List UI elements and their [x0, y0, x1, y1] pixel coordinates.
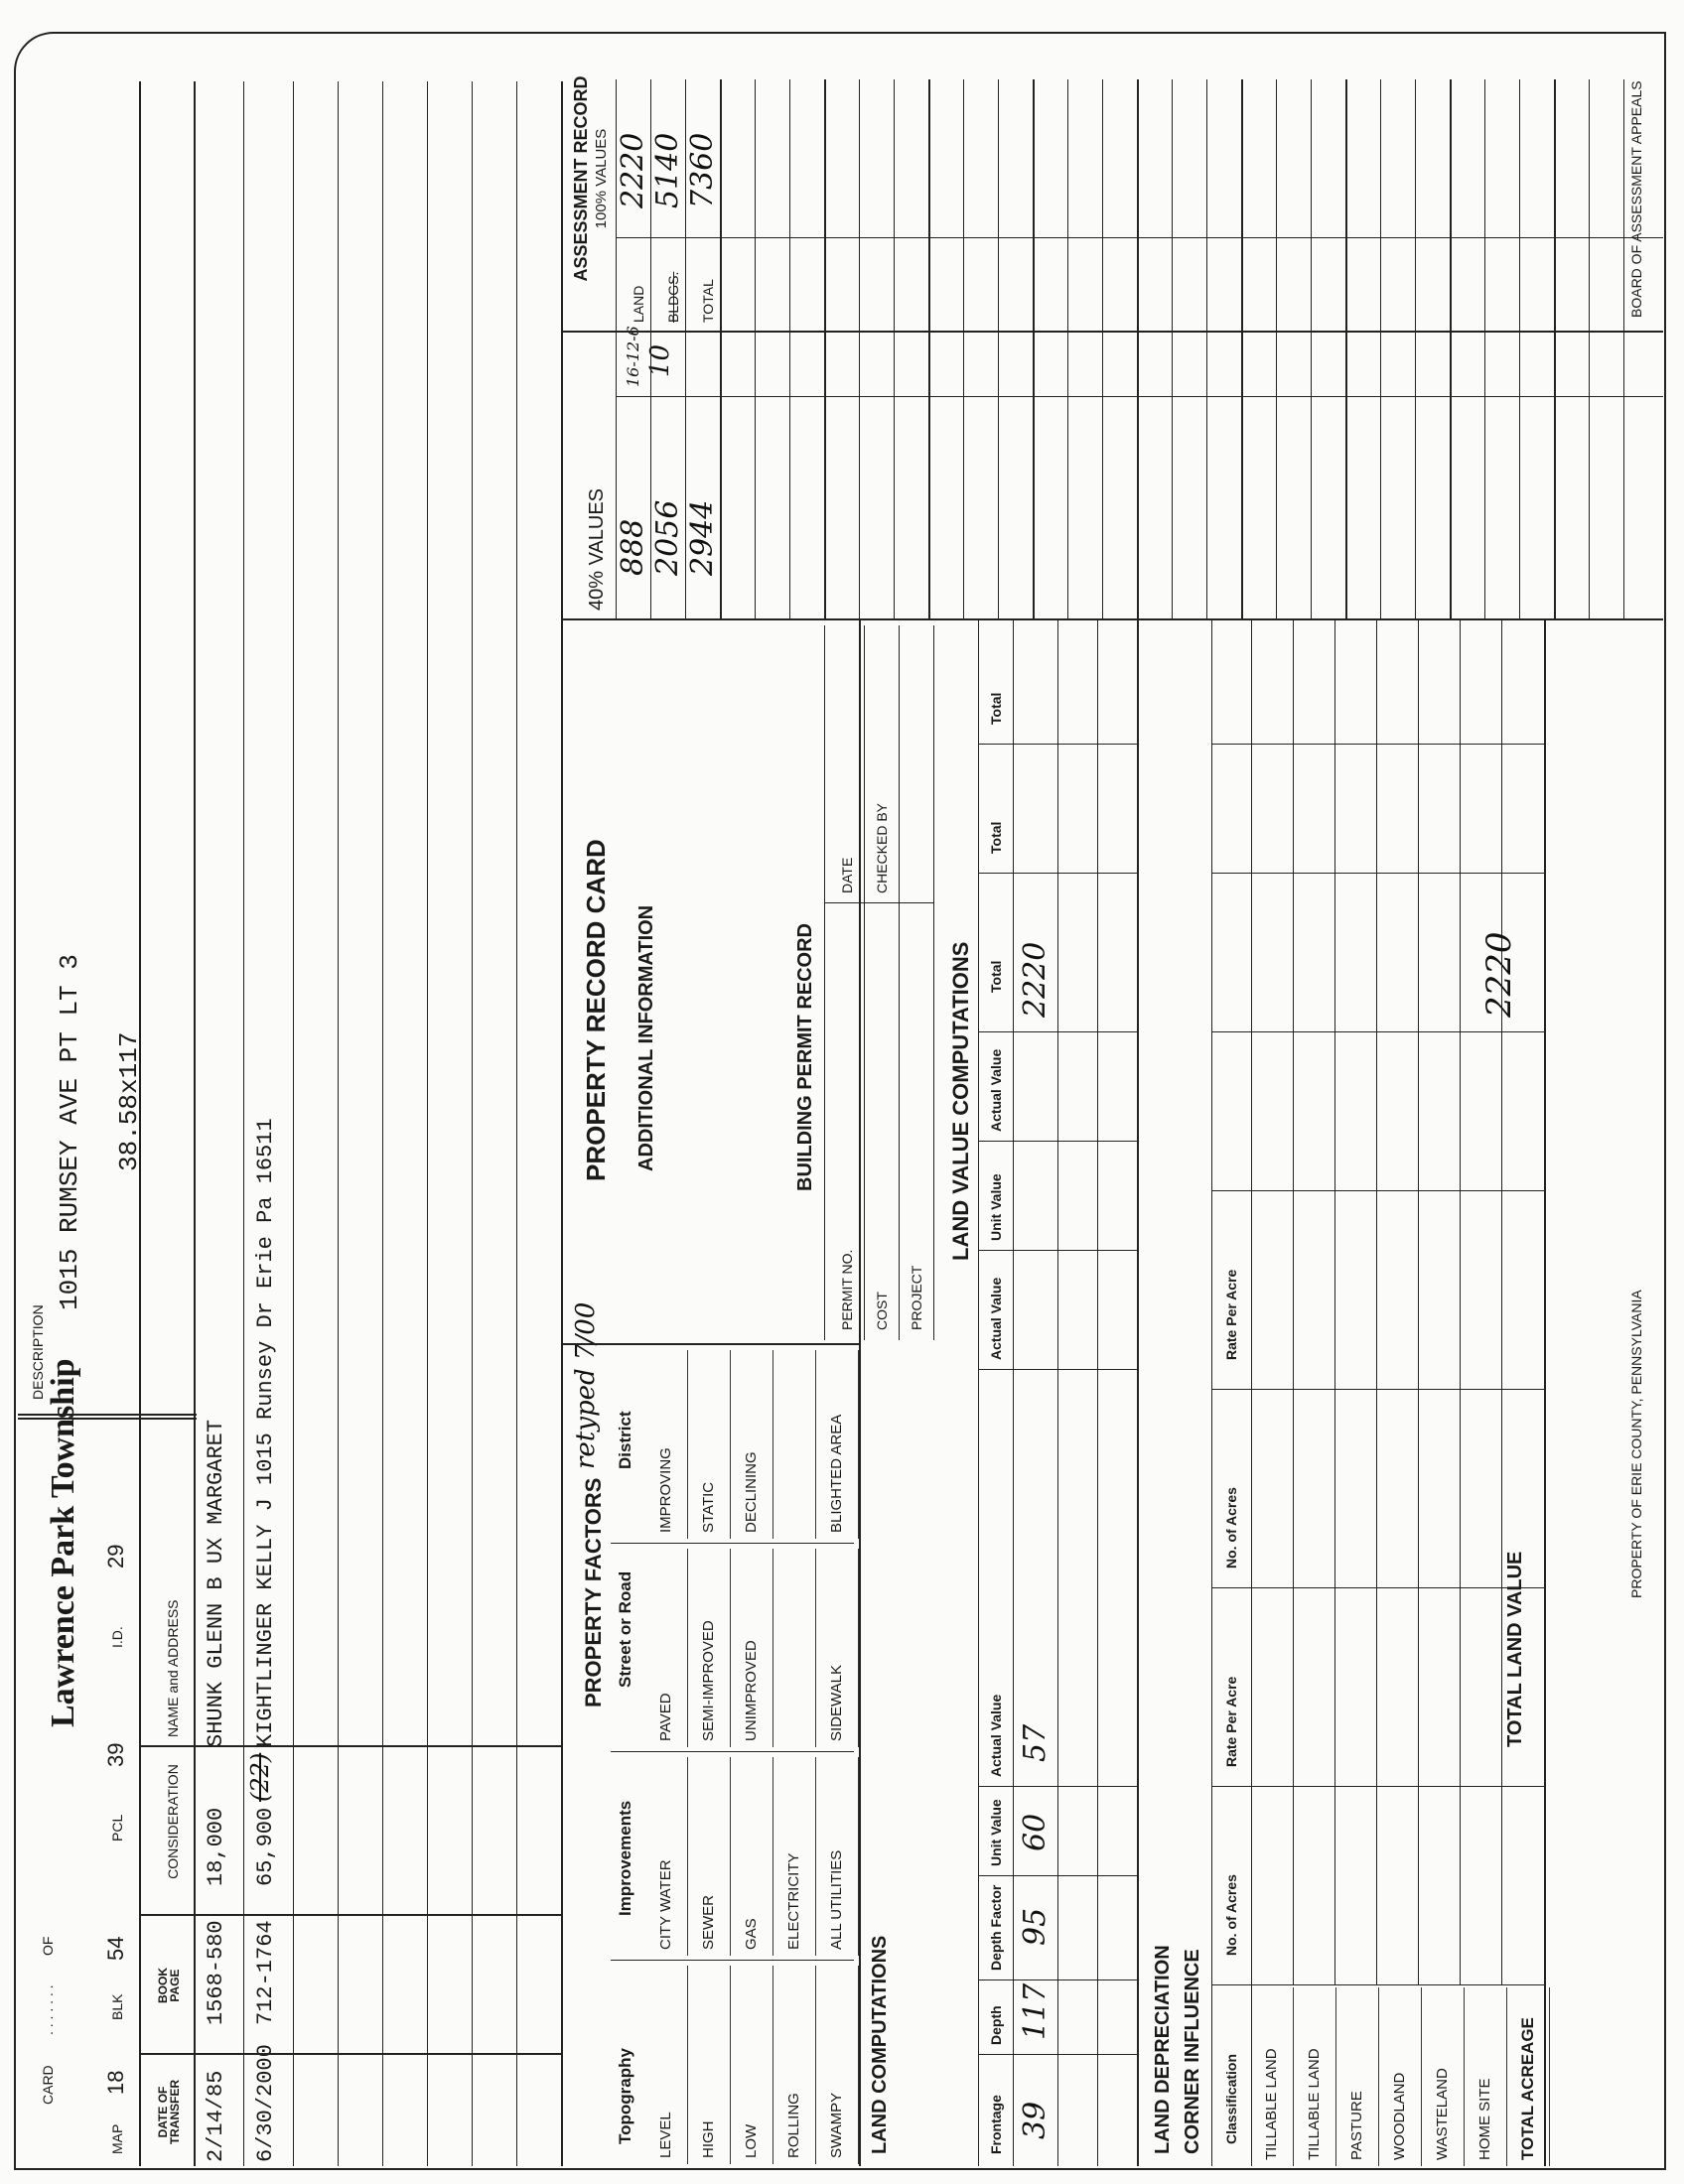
transfer-row-1-date: 2/14/85 [204, 2070, 228, 2162]
card-dots: . . . . . . . [40, 1984, 56, 2035]
actual-value-value: 57 [1018, 1723, 1052, 1762]
assessment-subtitle: 100% VALUES [593, 128, 610, 229]
additional-information-title: ADDITIONAL INFORMATION [635, 904, 657, 1171]
building-permit-title: BUILDING PERMIT RECORD [794, 923, 816, 1191]
assessment-total-value: 7360 [685, 132, 720, 208]
land-value-computations-title: LAND VALUE COMPUTATIONS [948, 941, 973, 1261]
topography-item: ROLLING [773, 1966, 816, 2164]
topography-item: SWAMPY [816, 1966, 859, 2164]
transfer-consideration-header: CONSIDERATION [165, 1764, 181, 1879]
forty-pct-bldgs: 2056 [650, 499, 685, 576]
land-depreciation-title: LAND DEPRECIATION [1152, 1945, 1174, 2154]
description-label: DESCRIPTION [30, 1304, 46, 1400]
total-header: Total [988, 960, 1004, 993]
topography-header: Topography [616, 2048, 634, 2144]
classification-item: TOTAL ACREAGE [1507, 1987, 1550, 2166]
assessment-land-label: LAND [631, 285, 646, 323]
pcl-label: PCL [109, 1814, 125, 1842]
id-value: 29 [103, 1544, 128, 1569]
description-line2: 38.58x117 [114, 1031, 144, 1171]
transfer-row-2-consideration: 65,900 [253, 1807, 278, 1886]
district-item: STATIC [688, 1350, 731, 1539]
pcl-value: 39 [103, 1742, 128, 1767]
corner-influence-title: CORNER INFLUENCE [1182, 1949, 1203, 2154]
forty-pct-total: 2944 [685, 499, 720, 576]
improvement-item: CITY WATER [645, 1757, 688, 1956]
card-border [14, 32, 1666, 2170]
footer-right: BOARD OF ASSESSMENT APPEALS [1628, 80, 1644, 318]
street-item: PAVED [645, 1549, 688, 1747]
classification-item: PASTURE [1336, 1987, 1379, 2166]
retyped-note: retyped 7/00 [571, 1301, 601, 1469]
improvement-item: SEWER [688, 1757, 731, 1956]
permit-no-field: PERMIT NO. [839, 1249, 855, 1330]
district-header: District [616, 1411, 634, 1469]
classification-item: TILLABLE LAND [1251, 1987, 1294, 2166]
depth-value: 117 [1018, 1982, 1052, 2040]
actual-value-header-3: Actual Value [988, 1048, 1004, 1132]
blk-label: BLK [109, 1993, 125, 2020]
street-item: SEMI-IMPROVED [688, 1549, 731, 1747]
unit-value-header: Unit Value [988, 1799, 1004, 1866]
id-label: I.D. [109, 1626, 125, 1648]
assessment-bldgs-label: BLDGS. [665, 271, 681, 323]
actual-value-header: Actual Value [988, 1694, 1004, 1777]
map-label: MAP [109, 2123, 125, 2154]
permit-date-field: DATE [839, 857, 855, 893]
rate-per-acre-header-2: Rate Per Acre [1223, 1269, 1239, 1360]
cost-field: COST [874, 1292, 890, 1330]
unit-value-value: 60 [1018, 1813, 1052, 1851]
assessment-title: ASSESSMENT RECORD [571, 75, 591, 282]
classification-header: Classification [1223, 2053, 1239, 2144]
frontage-header: Frontage [988, 2095, 1004, 2154]
property-factors-title: PROPERTY FACTORS [581, 1477, 606, 1707]
district-item: DECLINING [731, 1350, 773, 1539]
classification-item: TILLABLE LAND [1294, 1987, 1336, 2166]
footer-left: PROPERTY OF ERIE COUNTY, PENNSYLVANIA [1628, 1290, 1644, 1598]
record-card-title: PROPERTY RECORD CARD [581, 839, 611, 1181]
improvement-item: GAS [731, 1757, 773, 1956]
description-line1: 1015 RUMSEY AVE PT LT 3 [55, 954, 84, 1310]
transfer-row-2-date: 6/30/2000 [253, 2044, 278, 2162]
total-header-3: Total [988, 692, 1004, 725]
total-land-value: 2220 [1479, 931, 1519, 1018]
project-field: PROJECT [909, 1265, 924, 1330]
of-label: OF [40, 1936, 56, 1956]
township-title: Lawrence Park Township [45, 1358, 81, 1727]
depth-factor-value: 95 [1018, 1907, 1052, 1946]
transfer-name-header: NAME and ADDRESS [165, 1599, 181, 1737]
district-item: IMPROVING [645, 1350, 688, 1539]
transfer-row-2-struck: (22) [246, 1752, 274, 1802]
improvement-item: ALL UTILITIES [816, 1757, 859, 1956]
assessment-bldgs-value: 5140 [650, 132, 685, 208]
total-land-value-label: TOTAL LAND VALUE [1504, 1551, 1526, 1747]
topography-item: HIGH [688, 1966, 731, 2164]
forty-pct-date-note: 16-12-6 [624, 326, 642, 387]
checked-by-field: CHECKED BY [874, 802, 890, 893]
forty-pct-land: 888 [616, 518, 650, 576]
forty-pct-date-note-2: 10 [645, 343, 675, 377]
unit-value-header-2: Unit Value [988, 1173, 1004, 1241]
transfer-row-1-book: 1568-580 [204, 1920, 228, 2025]
frontage-value: 39 [1018, 2101, 1052, 2139]
topography-item: LEVEL [645, 1966, 688, 2164]
forty-pct-title: 40% VALUES [586, 487, 608, 611]
blk-value: 54 [103, 1936, 128, 1961]
street-header: Street or Road [616, 1570, 634, 1688]
improvements-header: Improvements [616, 1800, 634, 1916]
transfer-row-1-name: SHUNK GLENN B UX MARGARET [204, 1419, 228, 1747]
land-computations-title: LAND COMPUTATIONS [869, 1935, 891, 2154]
street-item: UNIMPROVED [731, 1549, 773, 1747]
depth-header: Depth [988, 2005, 1004, 2045]
improvement-item: ELECTRICITY [773, 1757, 816, 1956]
transfer-row-2-name: KIGHTLINGER KELLY J 1015 Runsey Dr Erie Pa 16511 [253, 1118, 278, 1747]
map-value: 18 [103, 2070, 128, 2095]
actual-value-header-2: Actual Value [988, 1277, 1004, 1360]
land-total-value: 2220 [1018, 941, 1052, 1018]
assessment-land-value: 2220 [616, 132, 650, 208]
transfer-book-header: BOOK PAGE [156, 1968, 182, 2003]
street-item: SIDEWALK [816, 1549, 859, 1747]
classification-item: WOODLAND [1379, 1987, 1422, 2166]
district-item: BLIGHTED AREA [816, 1350, 859, 1539]
classification-item: WASTELAND [1422, 1987, 1465, 2166]
topography-item: LOW [731, 1966, 773, 2164]
transfer-row-1-consideration: 18,000 [204, 1807, 228, 1886]
transfer-date-header: DATE OF TRANSFER [156, 2079, 182, 2145]
no-of-acres-header-2: No. of Acres [1223, 1487, 1239, 1569]
no-of-acres-header: No. of Acres [1223, 1874, 1239, 1956]
total-header-2: Total [988, 821, 1004, 854]
classification-item: HOME SITE [1465, 1987, 1507, 2166]
rate-per-acre-header: Rate Per Acre [1223, 1676, 1239, 1767]
card-label: CARD [40, 2065, 56, 2105]
transfer-row-2-book: 712-1764 [253, 1920, 278, 2025]
depth-factor-header: Depth Factor [988, 1884, 1004, 1971]
assessment-total-label: TOTAL [700, 279, 716, 323]
